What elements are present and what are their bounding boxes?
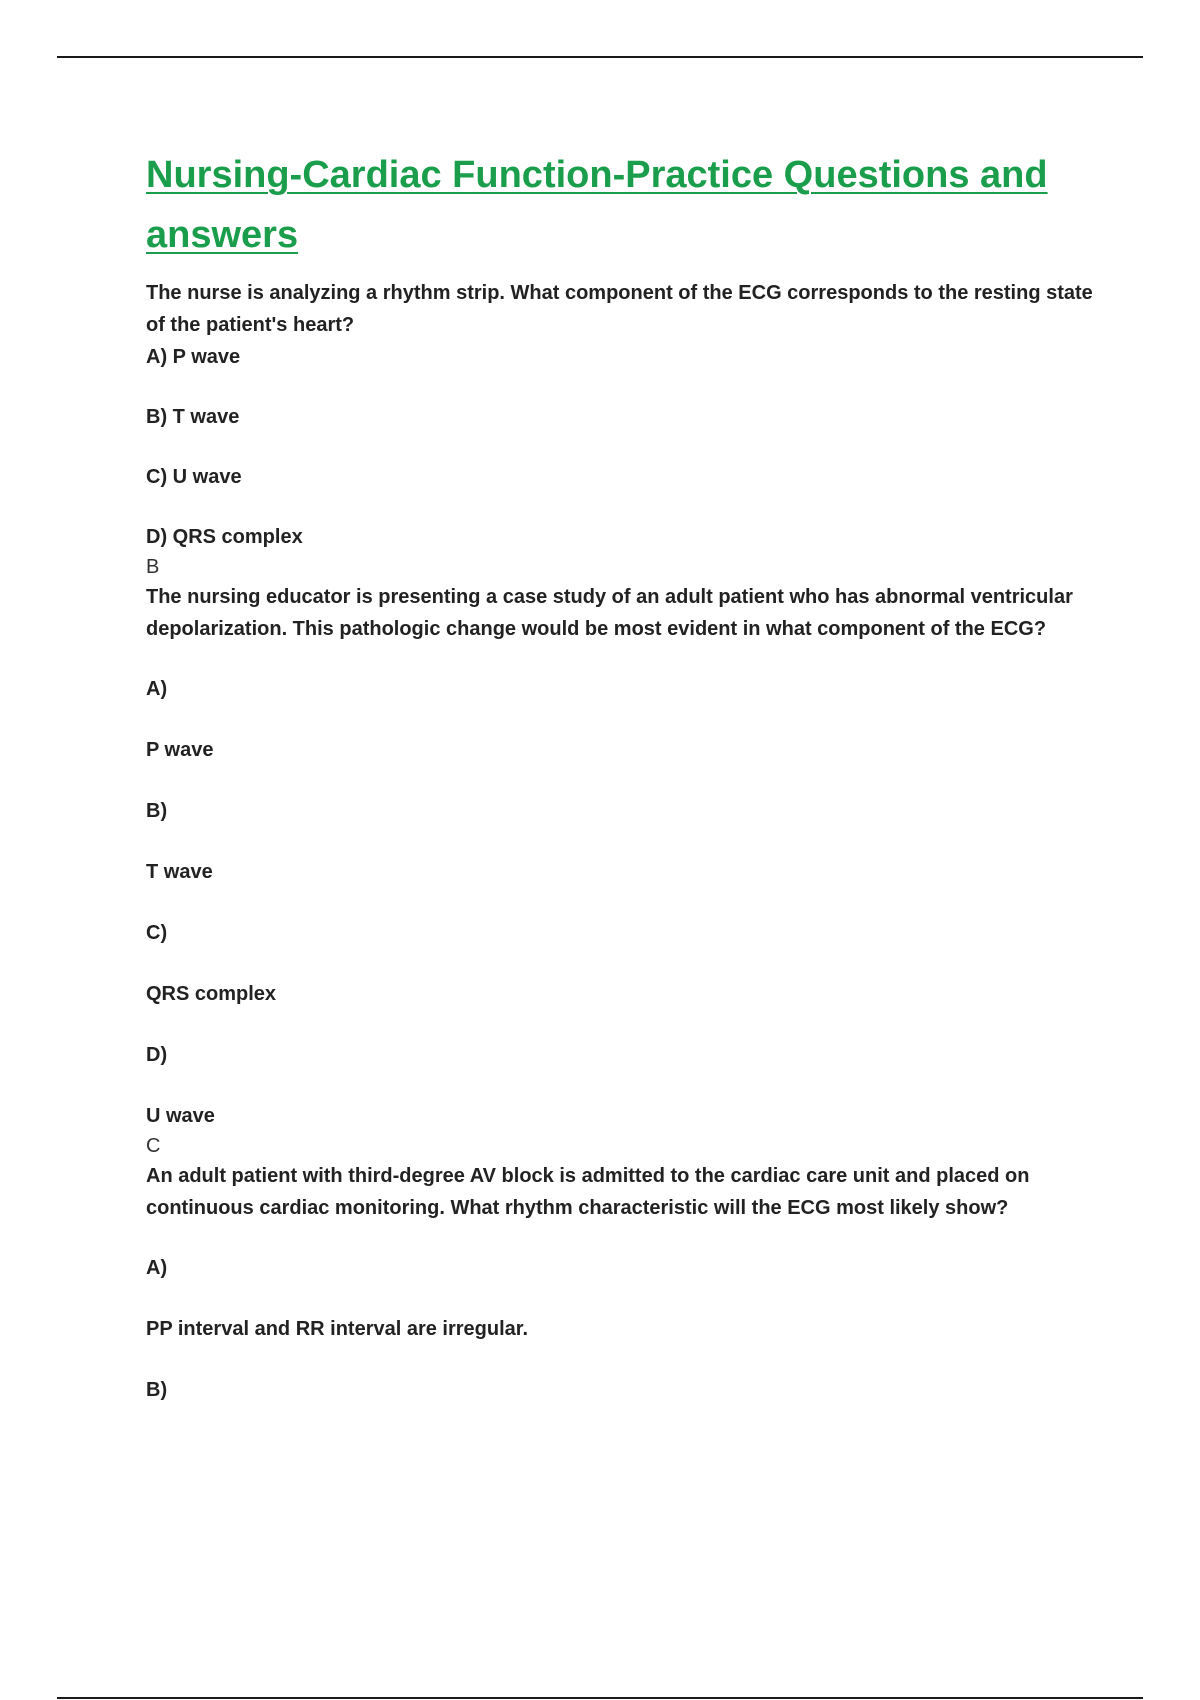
document-page <box>146 145 1106 1406</box>
question-3-option-b-label: B) <box>146 1379 168 1401</box>
question-3-text: An adult patient with third-degree AV block is admitted to the cardiac care unit and placed on continuous cardiac monitoring. What rhythm characteristic will the ECG most likely show? <box>146 1165 1030 1219</box>
header-rule <box>57 56 1143 58</box>
question-2-option-c-text: QRS complex <box>146 983 277 1005</box>
question-1-option-c: C) U wave <box>146 466 242 488</box>
question-2-option-c-label: C) <box>146 922 168 944</box>
question-1-text: The nurse is analyzing a rhythm strip. What component of the ECG corresponds to the resting state of the patient's heart? <box>146 282 1093 336</box>
question-3-option-a-text: PP interval and RR interval are irregular. <box>146 1318 529 1340</box>
question-3-option-a-label: A) <box>146 1257 168 1279</box>
question-2-answer: C <box>146 1135 161 1157</box>
question-1-answer: B <box>146 556 160 578</box>
question-2-text: The nursing educator is presenting a case study of an adult patient who has abnormal ventricular depolarization. This pathologic change would be most evident in what component of the ECG? <box>146 586 1073 640</box>
question-1-option-b: B) T wave <box>146 406 240 428</box>
question-2-option-d-label: D) <box>146 1044 168 1066</box>
question-2-option-b-label: B) <box>146 800 168 822</box>
question-2-option-b-text: T wave <box>146 861 213 883</box>
question-1-option-a: A) P wave <box>146 346 241 368</box>
document-title: Nursing-Cardiac Function-Practice Questions and answers <box>146 154 1048 256</box>
footer-rule <box>57 1697 1143 1699</box>
question-1-option-d: D) QRS complex <box>146 526 303 548</box>
question-2-option-a-label: A) <box>146 678 168 700</box>
question-2-option-a-text: P wave <box>146 739 214 761</box>
question-2-option-d-text: U wave <box>146 1105 215 1127</box>
